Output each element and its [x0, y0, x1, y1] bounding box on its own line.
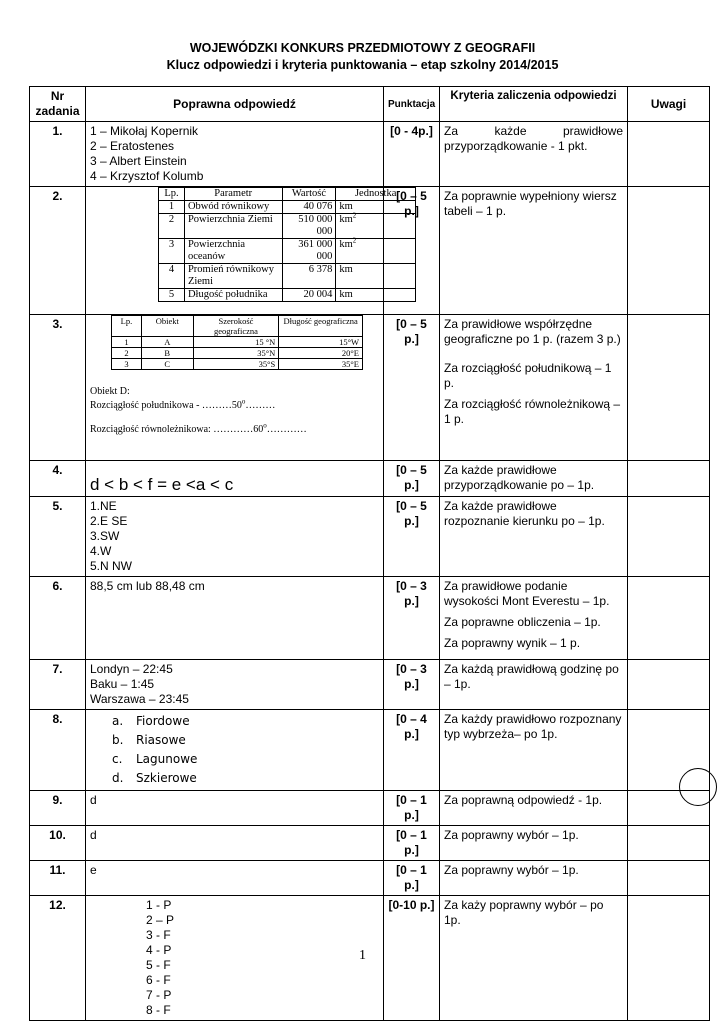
answer-line: 7 - P [146, 988, 172, 1002]
criteria-text: Za rozciągłość równoleżnikową – 1 p. [444, 397, 621, 426]
notes-cell [628, 497, 710, 577]
table-row [30, 122, 710, 187]
table-cell: 40 076 [282, 201, 336, 214]
answer-cell [86, 187, 397, 315]
table-cell: Długość południka [184, 289, 282, 302]
table-cell: Obwód równikowy [184, 201, 282, 214]
superscript: 2 [352, 236, 357, 245]
list-item [112, 750, 379, 769]
answer-line: 3.SW [90, 529, 120, 543]
table-cell: 35°E [279, 359, 363, 370]
criteria-cell: Za każy poprawny wybór – po 1p. [440, 896, 628, 1021]
criteria-cell [440, 122, 628, 187]
points-cell: [0 – 5 p.] [384, 315, 440, 461]
task-number: 2. [30, 187, 86, 315]
answer-text: d < b < f = e <a < c [90, 475, 234, 494]
notes-cell [628, 187, 710, 315]
points-cell: [0 – 1 p.] [384, 791, 440, 826]
extent-dots: ………… [266, 424, 307, 435]
answer-line: 4 - P [146, 943, 172, 957]
answer-line: Londyn – 22:45 [90, 662, 173, 676]
table-row [30, 791, 710, 826]
task-number: 11. [30, 861, 86, 896]
document-title: WOJEWÓDZKI KONKURS PRZEDMIOTOWY Z GEOGRAFII [189, 41, 536, 55]
extent-text: Rozciągłość równoleżnikowa: …………60 [90, 424, 264, 435]
criteria-cell: Za poprawną odpowiedź - 1p. [440, 791, 628, 826]
document-subtitle: Klucz odpowiedzi i kryteria punktowania – etap szkolny 2014/2015 [166, 58, 559, 72]
criteria-cell: Za każde prawidłowe przyporządkowanie po – 1p. [440, 461, 628, 497]
answer-line: 3 - F [146, 928, 171, 942]
answer-cell [86, 461, 384, 497]
table-row [30, 461, 710, 497]
task-number: 1. [30, 122, 86, 187]
answer-cell: d [86, 791, 384, 826]
points-cell: [0 – 5 p.] [384, 497, 440, 577]
criteria-cell: Za poprawnie wypełniony wiersz tabeli – 1 p. [440, 187, 628, 315]
list-letter: b. [112, 733, 124, 747]
task-number: 6. [30, 577, 86, 660]
table-row [30, 710, 710, 791]
header-criteria: Kryteria zaliczenia odpowiedzi [440, 87, 628, 122]
table-cell: km [336, 289, 416, 302]
points-cell: [0 - 4p.] [384, 122, 440, 187]
answer-cell: e [86, 861, 384, 896]
criteria-cell: Za każdy prawidłowo rozpoznany typ wybrzeża– po 1p. [440, 710, 628, 791]
criteria-cell [440, 577, 628, 660]
table-cell: 15°W [279, 337, 363, 348]
table-cell: Powierzchnia Ziemi [184, 214, 282, 239]
criteria-text: Za każde prawidłowe [444, 124, 623, 138]
table-cell: km [336, 201, 416, 214]
notes-cell [628, 826, 710, 861]
notes-cell [628, 315, 710, 461]
list-item [112, 769, 379, 788]
criteria-text: Za poprawny wynik – 1 p. [444, 636, 581, 650]
task-number: 9. [30, 791, 86, 826]
answer-cell [86, 122, 384, 187]
coordinates-table [111, 315, 363, 370]
table-cell: 20 004 [282, 289, 336, 302]
notes-cell [628, 660, 710, 710]
criteria-text: Za rozciągłość południkową – 1 p. [444, 361, 612, 390]
column-header: Szerokość geograficzna [193, 316, 279, 337]
criteria-text: Za prawidłowe podanie wysokości Mont Everestu – 1p. [444, 579, 610, 608]
table-cell: 3 [159, 239, 185, 264]
points-cell: [0 – 3 p.] [384, 660, 440, 710]
notes-cell [628, 861, 710, 896]
table-cell: C [141, 359, 193, 370]
table-header-row [30, 87, 710, 122]
criteria-cell: Za poprawny wybór – 1p. [440, 861, 628, 896]
notes-cell [628, 122, 710, 187]
parallel-extent [90, 423, 383, 437]
table-cell: 20°E [279, 348, 363, 359]
table-cell: 2 [159, 214, 185, 239]
answer-cell [86, 315, 384, 461]
answer-line: 1.NE [90, 499, 117, 513]
task-number: 7. [30, 660, 86, 710]
task-number: 12. [30, 896, 86, 1021]
list-text: Fiordowe [136, 714, 190, 728]
table-cell: A [141, 337, 193, 348]
table-cell: 3 [112, 359, 142, 370]
answer-key-table [29, 86, 710, 1021]
table-cell: 35°N [193, 348, 279, 359]
answer-line: 2 – Eratostenes [90, 139, 175, 153]
column-header: Długość geograficzna [279, 316, 363, 337]
table-cell: 4 [159, 264, 185, 289]
answer-line: 1 – Mikołaj Kopernik [90, 124, 199, 138]
list-letter: d. [112, 771, 124, 785]
table-row [30, 660, 710, 710]
column-header: Parametr [184, 188, 282, 201]
answer-line: Warszawa – 23:45 [90, 692, 189, 706]
list-text: Riasowe [136, 733, 186, 747]
table-cell: 6 378 [282, 264, 336, 289]
hole-punch-circle [679, 768, 717, 806]
points-cell: [0 – 1 p.] [384, 826, 440, 861]
answer-line: 8 - F [146, 1003, 171, 1017]
table-row [30, 861, 710, 896]
table-row [30, 497, 710, 577]
table-cell: 2 [112, 348, 142, 359]
task-number: 8. [30, 710, 86, 791]
task-number: 5. [30, 497, 86, 577]
table-cell: 510 000 000 [282, 214, 336, 239]
answer-line: 3 – Albert Einstein [90, 154, 187, 168]
answer-line: Baku – 1:45 [90, 677, 155, 691]
extent-text: Rozciągłość południkowa - ………50 [90, 400, 242, 411]
task-number: 10. [30, 826, 86, 861]
answer-cell [86, 660, 384, 710]
superscript: 2 [352, 211, 357, 220]
earth-parameters-table [158, 187, 416, 302]
table-cell: 1 [112, 337, 142, 348]
criteria-cell [440, 315, 628, 461]
task-number: 3. [30, 315, 86, 461]
meridional-extent [90, 399, 383, 413]
table-row [30, 315, 710, 461]
page-number: 1 [359, 948, 366, 963]
answer-line: 1 - P [146, 898, 172, 912]
task-number: 4. [30, 461, 86, 497]
points-cell: [0 – 5 p.] [384, 187, 440, 315]
list-item [112, 731, 379, 750]
answer-line: 5.N NW [90, 559, 132, 573]
unit: km [339, 214, 353, 225]
table-row [30, 187, 710, 315]
points-cell: [0 – 5 p.] [384, 461, 440, 497]
table-cell: Powierzchnia oceanów [184, 239, 282, 264]
header-nr: Nr zadania [30, 87, 86, 122]
list-text: Szkierowe [136, 771, 197, 785]
column-header: Obiekt [141, 316, 193, 337]
table-row [30, 826, 710, 861]
table-cell: Promień równikowy Ziemi [184, 264, 282, 289]
header-points: Punktacja [384, 87, 440, 122]
list-letter: c. [112, 752, 123, 766]
criteria-text: Za prawidłowe współrzędne geograficzne po 1 p. (razem 3 p.) [444, 317, 621, 346]
points-cell: [0 – 3 p.] [384, 577, 440, 660]
answer-cell: 88,5 cm lub 88,48 cm [86, 577, 384, 660]
degree-sign: o [263, 421, 267, 430]
criteria-cell: Za poprawny wybór – 1p. [440, 826, 628, 861]
notes-cell [628, 461, 710, 497]
list-text: Lagunowe [136, 752, 198, 766]
points-cell: [0 – 4 p.] [384, 710, 440, 791]
column-header: Jednostka [336, 188, 416, 201]
object-d-label: Obiekt D: [90, 386, 130, 397]
answer-line: 4 – Krzysztof Kolumb [90, 169, 204, 183]
answer-cell [86, 710, 384, 791]
criteria-text: przyporządkowanie - 1 pkt. [444, 139, 588, 153]
extent-dots: ……… [245, 400, 276, 411]
points-cell: [0 – 1 p.] [384, 861, 440, 896]
list-letter: a. [112, 714, 124, 728]
header-answer: Poprawna odpowiedź [86, 87, 384, 122]
criteria-cell: Za każde prawidłowe rozpoznanie kierunku po – 1p. [440, 497, 628, 577]
answer-line: 2 – P [146, 913, 175, 927]
table-cell: 361 000 000 [282, 239, 336, 264]
table-cell: 1 [159, 201, 185, 214]
list-item [112, 712, 379, 731]
criteria-text: Za poprawne obliczenia – 1p. [444, 615, 601, 629]
answer-cell: d [86, 826, 384, 861]
degree-sign: o [241, 397, 246, 406]
header-notes: Uwagi [628, 87, 710, 122]
answer-cell [86, 497, 384, 577]
table-row [30, 577, 710, 660]
points-cell: [0-10 p.] [384, 896, 440, 1021]
answer-line: 5 - F [146, 958, 171, 972]
coast-types-list [90, 712, 379, 788]
answer-line: 6 - F [146, 973, 171, 987]
notes-cell [628, 577, 710, 660]
unit: km [339, 239, 353, 250]
criteria-cell: Za każdą prawidłową godzinę po – 1p. [440, 660, 628, 710]
table-cell: B [141, 348, 193, 359]
answer-line: 4.W [90, 544, 112, 558]
table-cell: 5 [159, 289, 185, 302]
column-header: Lp. [159, 188, 185, 201]
table-cell: 35°S [193, 359, 279, 370]
table-cell: 15 °N [193, 337, 279, 348]
column-header: Wartość [282, 188, 336, 201]
table-cell: km [336, 264, 416, 289]
answer-line: 2.E SE [90, 514, 128, 528]
column-header: Lp. [112, 316, 142, 337]
